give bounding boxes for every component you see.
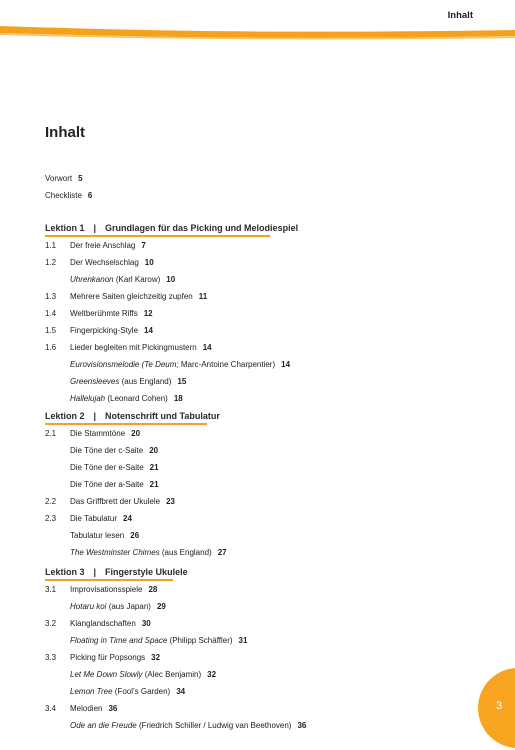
entry-page: 20 xyxy=(149,446,159,455)
entry-title-italic: Eurovisionsmelodie (Te Deum; xyxy=(70,360,179,369)
entry-page: 14 xyxy=(144,326,153,335)
lesson-separator: | xyxy=(93,411,97,421)
entry-title-text: Improvisationsspiele xyxy=(70,585,143,594)
lesson-title: Fingerstyle Ukulele xyxy=(105,567,188,577)
entry-title-text: Picking für Popsongs xyxy=(70,653,146,662)
lesson-heading xyxy=(45,564,188,580)
lesson-separator: | xyxy=(93,567,97,577)
entry-title xyxy=(70,478,159,492)
entry-title-rest: (Karl Karow) xyxy=(113,275,161,284)
entry-title-italic: Uhrenkanon xyxy=(70,275,114,284)
entry-page: 36 xyxy=(108,704,118,713)
entry-title xyxy=(70,256,154,270)
entry-title xyxy=(70,427,140,441)
entry-title xyxy=(70,702,117,716)
entry-page: 15 xyxy=(177,377,187,386)
entry-title xyxy=(70,651,160,665)
entry-title-italic: Ode an die Freude xyxy=(70,721,137,730)
entry-title-rest: (aus England) xyxy=(119,377,172,386)
entry-page: 20 xyxy=(131,429,141,438)
entry-title xyxy=(70,375,186,389)
entry-title-italic: The Westminster Chimes xyxy=(70,548,160,557)
lesson-label: Lektion 2 xyxy=(45,411,85,421)
entry-title xyxy=(70,668,216,682)
entry-page: 27 xyxy=(217,548,227,557)
entry-title-text: Weltberühmte Riffs xyxy=(70,309,138,318)
entry-title-italic: Hotaru koi xyxy=(70,602,107,611)
entry-page: 7 xyxy=(141,241,146,250)
lesson-label: Lektion 1 xyxy=(45,223,85,233)
page-number-badge xyxy=(478,668,515,748)
entry-title xyxy=(70,444,158,458)
entry-page: 14 xyxy=(281,360,291,369)
entry-page: 32 xyxy=(151,653,161,662)
entry-title-text: Die Töne der e-Saite xyxy=(70,463,144,472)
entry-page: 29 xyxy=(156,602,166,611)
entry-page: 23 xyxy=(166,497,176,506)
entry-number: 2.1 xyxy=(45,429,57,438)
lesson-label: Lektion 3 xyxy=(45,567,85,577)
entry-title-text: Fingerpicking-Style xyxy=(70,326,139,335)
entry-title-text: Klanglandschaften xyxy=(70,619,136,628)
entry-number: 3.2 xyxy=(45,619,57,628)
entry-title-rest: (Alec Benjamin) xyxy=(142,670,202,679)
entry-title-rest: (Friedrich Schiller / Ludwig van Beethoven) xyxy=(136,721,292,730)
page-title: Inhalt xyxy=(45,124,85,141)
entry-page: 28 xyxy=(148,585,158,594)
lesson-title: Grundlagen für das Picking und Melodiespiel xyxy=(105,223,299,233)
entry-title-rest: Marc-Antoine Charpentier) xyxy=(178,360,276,369)
entry-number: 2.3 xyxy=(45,514,57,523)
entry-page: 14 xyxy=(202,343,212,352)
entry-page: 24 xyxy=(123,514,132,523)
entry-title xyxy=(70,685,185,699)
lesson-underline xyxy=(45,235,270,237)
lesson-title: Notenschrift und Tabulatur xyxy=(105,411,220,421)
entry-title-text: Lieder begleiten mit Pickingmustern xyxy=(70,343,197,352)
entry-title xyxy=(45,172,83,186)
entry-title-text: Das Griffbrett der Ukulele xyxy=(70,497,161,506)
lesson-heading xyxy=(45,220,298,236)
entry-title xyxy=(70,392,183,406)
entry-number: 3.4 xyxy=(45,704,57,713)
entry-title xyxy=(70,495,175,509)
entry-page: 26 xyxy=(130,531,140,540)
entry-title-rest: (aus Japan) xyxy=(106,602,151,611)
entry-page: 31 xyxy=(238,636,248,645)
entry-title-text: Tabulatur lesen xyxy=(70,531,125,540)
entry-title-rest: (Leonard Cohen) xyxy=(105,394,168,403)
entry-page: 10 xyxy=(166,275,176,284)
entry-page: 34 xyxy=(176,687,186,696)
entry-number: 1.5 xyxy=(45,326,57,335)
entry-title xyxy=(70,529,139,543)
entry-page: 21 xyxy=(149,480,159,489)
entry-title xyxy=(70,583,157,597)
entry-page: 6 xyxy=(87,191,93,200)
lesson-heading xyxy=(45,408,220,424)
entry-title-italic: Lemon Tree xyxy=(70,687,113,696)
entry-title-text: Checkliste xyxy=(45,191,82,200)
header-title: Inhalt xyxy=(447,10,473,21)
entry-title xyxy=(70,512,132,526)
entry-title xyxy=(70,307,153,321)
entry-title xyxy=(45,189,92,203)
entry-title-italic: Greensleeves xyxy=(70,377,120,386)
entry-title xyxy=(70,239,146,253)
entry-title-rest: (aus England) xyxy=(159,548,212,557)
entry-page: 30 xyxy=(141,619,151,628)
entry-title-rest: (Fool’s Garden) xyxy=(112,687,171,696)
entry-title xyxy=(70,634,247,648)
entry-title-text: Die Töne der a-Saite xyxy=(70,480,144,489)
entry-title-text: Die Stammtöne xyxy=(70,429,126,438)
entry-page: 5 xyxy=(78,174,83,183)
entry-title-text: Der Wechselschlag xyxy=(70,258,139,267)
entry-title-text: Die Töne der c-Saite xyxy=(70,446,144,455)
entry-title xyxy=(70,617,151,631)
entry-number: 2.2 xyxy=(45,497,57,506)
entry-title xyxy=(70,600,166,614)
entry-page: 12 xyxy=(143,309,153,318)
entry-number: 1.2 xyxy=(45,258,57,267)
entry-page: 11 xyxy=(198,292,208,301)
entry-title-italic: Floating in Time and Space xyxy=(70,636,168,645)
entry-title xyxy=(70,461,159,475)
entry-number: 1.3 xyxy=(45,292,57,301)
entry-title-text: Mehrere Saiten gleichzeitig zupfen xyxy=(70,292,193,301)
entry-page: 32 xyxy=(207,670,217,679)
entry-title-text: Melodien xyxy=(70,704,103,713)
entry-title xyxy=(70,546,227,560)
header-swoosh xyxy=(0,0,515,40)
entry-number: 1.1 xyxy=(45,241,57,250)
page-number: 3 xyxy=(496,700,503,712)
entry-page: 10 xyxy=(144,258,154,267)
entry-title xyxy=(70,719,306,733)
entry-title-italic: Let Me Down Slowly xyxy=(70,670,143,679)
entry-title xyxy=(70,324,153,338)
entry-title xyxy=(70,358,290,372)
entry-number: 1.4 xyxy=(45,309,57,318)
entry-title xyxy=(70,273,175,287)
lesson-separator: | xyxy=(93,223,97,233)
lesson-underline xyxy=(45,423,207,425)
entry-title-text: Der freie Anschlag xyxy=(70,241,136,250)
entry-number: 3.1 xyxy=(45,585,57,594)
entry-page: 36 xyxy=(297,721,307,730)
entry-page: 21 xyxy=(149,463,159,472)
entry-title-text: Die Tabulatur xyxy=(70,514,117,523)
entry-title xyxy=(70,341,212,355)
entry-title xyxy=(70,290,207,304)
lesson-underline xyxy=(45,579,173,581)
entry-title-italic: Hallelujah xyxy=(70,394,106,403)
entry-title-rest: (Philipp Schäffler) xyxy=(167,636,233,645)
entry-number: 3.3 xyxy=(45,653,57,662)
entry-number: 1.6 xyxy=(45,343,57,352)
entry-page: 18 xyxy=(173,394,183,403)
entry-title-text: Vorwort xyxy=(45,174,73,183)
